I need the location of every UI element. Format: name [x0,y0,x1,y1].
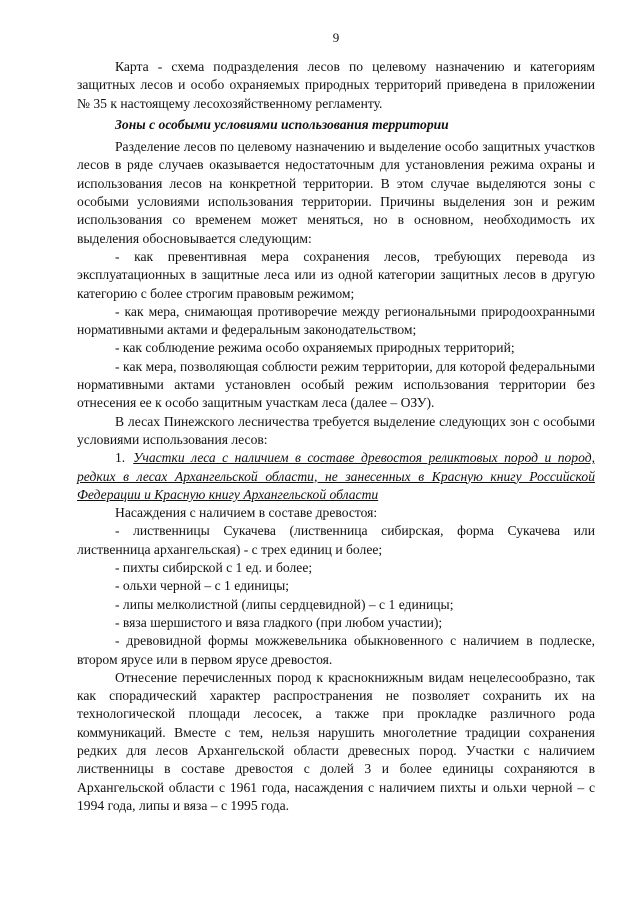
species-item-3: - ольхи черной – с 1 единицы; [115,578,290,594]
paragraph-zones-intro: В лесах Пинежского лесничества требуется выделение следующих зон с особыми условиями использования лесов: [77,413,595,447]
species-item-5: - вяза шершистого и вяза гладкого (при любом участии); [115,614,443,630]
paragraph-reasons-intro: Разделение лесов по целевому назначению и выделение особо защитных участков лесов в ряде случаев оказывается недостаточным для установления режима охраны и использования лесов на конкретной территории. В этом случае выделяются зоны с особыми условиями использования территории. Причины выделения зон и режим использования со временем может меняться, но в основном, необходимость их выделения обосновывается следующим: [77,139,595,246]
species-item-1: - лиственницы Сукачева (лиственница сибирская, форма Сукачева или лиственница архангельская) - с трех единиц и более; [77,523,595,557]
reason-item-4: - как мера, позволяющая соблюсти режим территории, для которой федеральными нормативными актами установлен особый режим использования территории без отнесения ее к особо защитным участкам леса (далее – ОЗУ). [77,358,595,411]
reason-item-1: - как превентивная мера сохранения лесов, требующих перевода из эксплуатационных в защитные леса или из одной категории защитных лесов в другую категорию с более строгим правовым режимом; [77,248,595,301]
species-intro: Насаждения с наличием в составе древостоя: [115,505,378,521]
intro-paragraph: Карта - схема подразделения лесов по целевому назначению и категориям защитных лесов и особо охраняемых природных территорий приведена в приложении № 35 к настоящему лесохозяйственному регламенту. [77,59,595,111]
subsection-title: Участки леса с наличием в составе древостоя реликтовых пород и пород, редких в лесах Архангельской области, не занесенных в Красную книгу Российской Федерации и Красную книгу Архангельской области [77,450,595,502]
reason-item-3: - как соблюдение режима особо охраняемых природных территорий; [115,340,515,356]
subsection-heading [77,449,595,504]
species-item-4: - липы мелколистной (липы сердцевидной) – с 1 единицы; [115,596,454,612]
paragraph-rationale: Отнесение перечисленных пород к краснокнижным видам нецелесообразно, так как спорадический характер распространения не позволяет сохранить их на технологической площади лесосек, а также при прокладке различного рода коммуникаций. Вместе с тем, нельзя нарушить многолетние традиции сохранения редких для лесов Архангельской области древесных пород. Участки с наличием лиственницы в составе древостоя с долей 3 и более единицы сохраняются в Архангельской области с 1961 года, насаждения с наличием пихты и ольхи черной – с 1994 года, липы и вяза – с 1995 года. [77,669,595,813]
species-item-6: - древовидной формы можжевельника обыкновенного с наличием в подлеске, втором ярусе или в первом ярусе древостоя. [77,633,595,667]
page-number: 9 [332,30,340,45]
reason-item-2: - как мера, снимающая противоречие между региональными природоохранными нормативными актами и федеральным законодательством; [77,303,595,338]
document-page [77,30,595,815]
section-title: Зоны с особыми условиями использования территории [115,116,449,132]
subsection-number: 1. [115,450,126,466]
species-item-2: - пихты сибирской с 1 ед. и более; [115,560,313,576]
